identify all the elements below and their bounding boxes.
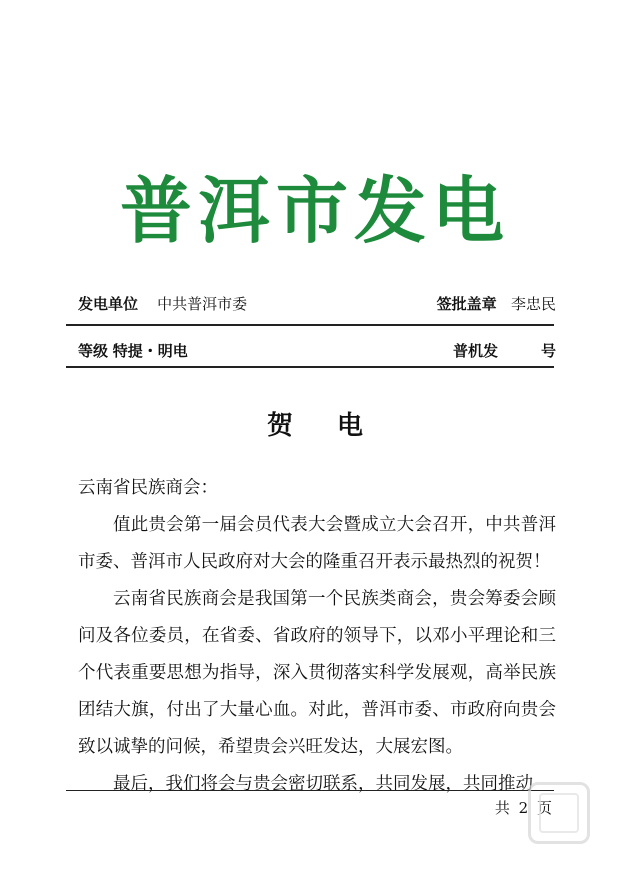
document-body <box>78 470 556 803</box>
body-paragraph: 最后，我们将会与贵会密切联系，共同发展，共同推动 <box>113 774 533 794</box>
header-divider-top <box>66 324 554 326</box>
dispatch-suffix: 号 <box>540 342 556 360</box>
approver-label: 签批盖章 <box>436 295 497 313</box>
body-paragraph: 值此贵会第一届会员代表大会暨成立大会召开，中共普洱市委、普洱市人民政府对大会的隆重召开表示最热烈的祝贺！ <box>78 515 556 572</box>
document-title: 贺电 <box>266 411 407 441</box>
body-paragraph: 云南省民族商会是我国第一个民族类商会，贵会筹委会顾问及各位委员，在省委、省政府的领导下，以邓小平理论和三个代表重要思想为指导，深入贯彻落实科学发展观，高举民族团结大旗，付出了大量心血。对此，普洱市委、市政府向贵会致以诚挚的问候，希望贵会兴旺发达，大展宏图。 <box>78 589 556 757</box>
dispatch-number-group <box>453 340 556 361</box>
watermark-logo-icon <box>528 782 590 844</box>
footer-divider <box>66 790 554 791</box>
salutation: 云南省民族商会： <box>78 478 218 498</box>
grade-value: 特提・明电 <box>112 342 188 360</box>
approver-group <box>437 293 556 314</box>
grade-row <box>78 340 556 361</box>
sender-value: 中共普洱市委 <box>157 295 248 313</box>
telegram-header-title: 普洱市发电 <box>119 168 510 253</box>
page-count: 共 2 页 <box>494 799 554 817</box>
sender-label: 发电单位 <box>78 295 139 313</box>
grade-label: 等级 <box>78 342 109 360</box>
dispatch-label: 普机发 <box>453 342 499 360</box>
header-divider-bottom <box>66 366 554 368</box>
sender-row <box>78 293 556 314</box>
approver-value: 李忠民 <box>510 295 556 313</box>
